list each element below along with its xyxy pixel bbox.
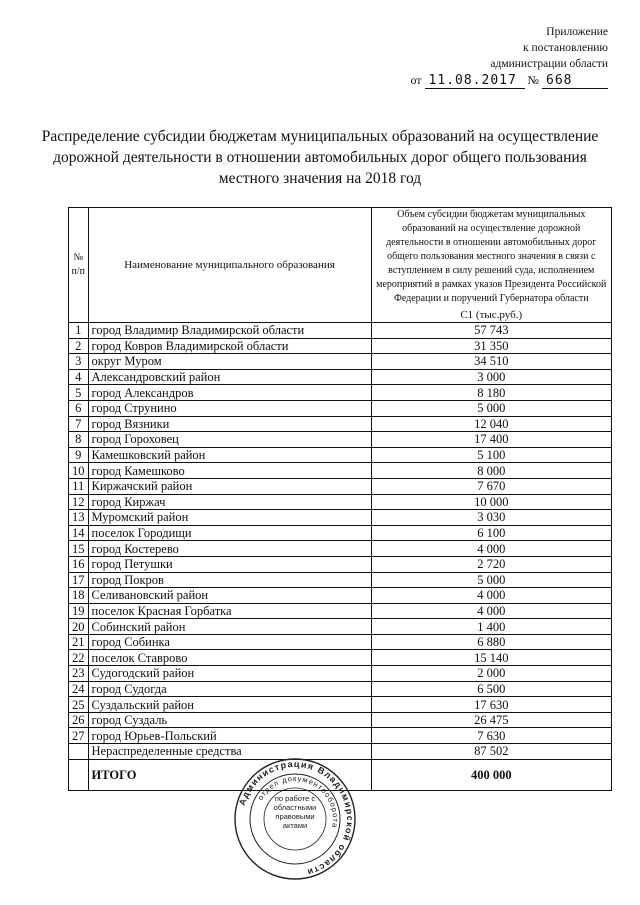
stamp-center-text: по работе с областными правовыми актами	[273, 794, 317, 830]
document-title	[40, 126, 600, 189]
table-row	[69, 712, 612, 728]
row-amount: 2 720	[371, 556, 612, 572]
table-row	[69, 556, 612, 572]
row-amount: 15 140	[371, 650, 612, 666]
row-number: 12	[69, 494, 89, 510]
official-stamp	[232, 756, 358, 882]
table-row	[69, 385, 612, 401]
row-name: город Костерево	[88, 541, 371, 557]
total-amount: 400 000	[371, 759, 612, 790]
row-name: округ Муром	[88, 354, 371, 370]
row-amount: 31 350	[371, 338, 612, 354]
row-name: поселок Красная Горбатка	[88, 603, 371, 619]
table-row	[69, 650, 612, 666]
row-name: Нераспределенные средства	[88, 744, 371, 760]
row-number: 7	[69, 416, 89, 432]
row-name: город Александров	[88, 385, 371, 401]
title-line-1: Распределение субсидии бюджетам муниципальных образований на осуществление	[41, 128, 599, 145]
row-amount: 1 400	[371, 619, 612, 635]
total-number-cell	[69, 759, 89, 790]
row-number: 14	[69, 525, 89, 541]
resolution-number: 668	[542, 74, 608, 89]
row-name: Селивановский район	[88, 588, 371, 604]
row-name: город Суздаль	[88, 712, 371, 728]
row-amount: 87 502	[371, 744, 612, 760]
table-row	[69, 416, 612, 432]
table-row	[69, 619, 612, 635]
table-row	[69, 510, 612, 526]
subsidy-table	[68, 207, 612, 791]
row-number: 17	[69, 572, 89, 588]
stamp-inner-text: отдел документооборота	[255, 773, 341, 829]
table-row	[69, 369, 612, 385]
table-row	[69, 338, 612, 354]
row-amount: 7 630	[371, 728, 612, 744]
row-name: город Струнино	[88, 400, 371, 416]
row-amount: 8 000	[371, 463, 612, 479]
appendix-line-3: администрации области	[490, 58, 608, 70]
row-name: город Вязники	[88, 416, 371, 432]
row-name: город Петушки	[88, 556, 371, 572]
row-amount: 4 000	[371, 588, 612, 604]
row-amount: 4 000	[371, 541, 612, 557]
row-amount: 5 000	[371, 572, 612, 588]
row-number: 11	[69, 478, 89, 494]
row-amount: 26 475	[371, 712, 612, 728]
table-row	[69, 447, 612, 463]
appendix-block	[410, 24, 608, 89]
table-header-row	[69, 208, 612, 323]
appendix-line-2: к постановлению	[523, 42, 608, 54]
row-number: 19	[69, 603, 89, 619]
row-number: 26	[69, 712, 89, 728]
row-number: 21	[69, 634, 89, 650]
row-number: 5	[69, 385, 89, 401]
appendix-dateline	[410, 72, 608, 89]
table-row	[69, 400, 612, 416]
row-name: Муромский район	[88, 510, 371, 526]
table-row	[69, 494, 612, 510]
row-number: 16	[69, 556, 89, 572]
row-name: город Киржач	[88, 494, 371, 510]
row-amount: 5 000	[371, 400, 612, 416]
row-name: город Гороховец	[88, 432, 371, 448]
row-name: Киржачский район	[88, 478, 371, 494]
table-row	[69, 634, 612, 650]
table-row	[69, 697, 612, 713]
row-name: город Покров	[88, 572, 371, 588]
from-label: от	[410, 73, 422, 87]
header-name: Наименование муниципального образования	[88, 208, 371, 323]
row-name: Собинский район	[88, 619, 371, 635]
row-amount: 3 000	[371, 369, 612, 385]
row-number: 1	[69, 323, 89, 339]
row-amount: 8 180	[371, 385, 612, 401]
row-name: Судогодский район	[88, 666, 371, 682]
table-row	[69, 478, 612, 494]
row-number: 24	[69, 681, 89, 697]
row-name: поселок Ставрово	[88, 650, 371, 666]
row-name: Суздальский район	[88, 697, 371, 713]
row-amount: 17 630	[371, 697, 612, 713]
row-amount: 10 000	[371, 494, 612, 510]
row-name: город Камешково	[88, 463, 371, 479]
number-label: №	[527, 73, 539, 87]
row-number: 15	[69, 541, 89, 557]
row-number: 8	[69, 432, 89, 448]
row-amount: 17 400	[371, 432, 612, 448]
appendix-line-1: Приложение	[546, 26, 608, 38]
row-amount: 6 100	[371, 525, 612, 541]
row-name: Камешковский район	[88, 447, 371, 463]
row-amount: 6 880	[371, 634, 612, 650]
row-amount: 2 000	[371, 666, 612, 682]
table-row	[69, 666, 612, 682]
row-number: 6	[69, 400, 89, 416]
table-body	[69, 323, 612, 791]
row-number: 27	[69, 728, 89, 744]
row-number: 20	[69, 619, 89, 635]
row-amount: 4 000	[371, 603, 612, 619]
row-name: Александровский район	[88, 369, 371, 385]
row-name: город Владимир Владимирской области	[88, 323, 371, 339]
row-name: поселок Городищи	[88, 525, 371, 541]
table-row	[69, 603, 612, 619]
row-amount: 7 670	[371, 478, 612, 494]
row-number: 25	[69, 697, 89, 713]
table-row	[69, 323, 612, 339]
table-row	[69, 463, 612, 479]
row-number: 10	[69, 463, 89, 479]
header-amount-text: Объем субсидии бюджетам муниципальных образований на осуществление дорожной деятельности в отношении автомобильных дорог общего пользования местного значения в связи с вступлением в силу решений суда, исполнением мероприятий в рамках указов Президента Российской Федерации и поручений Губернатора области	[376, 209, 607, 304]
row-name: город Юрьев-Польский	[88, 728, 371, 744]
row-number: 4	[69, 369, 89, 385]
row-name: город Ковров Владимирской области	[88, 338, 371, 354]
header-number: № п/п	[69, 208, 89, 323]
row-number	[69, 744, 89, 760]
row-amount: 6 500	[371, 681, 612, 697]
row-number: 18	[69, 588, 89, 604]
table-row	[69, 588, 612, 604]
stamp-outer-text: Администрация Владимирской области	[236, 758, 356, 878]
title-line-3: местного значения на 2018 год	[218, 170, 422, 187]
table-row	[69, 681, 612, 697]
row-amount: 34 510	[371, 354, 612, 370]
row-amount: 5 100	[371, 447, 612, 463]
row-name: город Судогда	[88, 681, 371, 697]
row-amount: 3 030	[371, 510, 612, 526]
row-number: 23	[69, 666, 89, 682]
table-row	[69, 572, 612, 588]
row-number: 2	[69, 338, 89, 354]
resolution-date: 11.08.2017	[425, 74, 525, 89]
total-label: ИТОГО	[88, 759, 371, 790]
row-number: 3	[69, 354, 89, 370]
table-row	[69, 541, 612, 557]
table-row	[69, 728, 612, 744]
header-amount	[371, 208, 612, 323]
row-number: 13	[69, 510, 89, 526]
header-amount-unit: С1 (тыс.руб.)	[460, 309, 523, 321]
row-number: 9	[69, 447, 89, 463]
row-amount: 12 040	[371, 416, 612, 432]
row-amount: 57 743	[371, 323, 612, 339]
title-line-2: дорожной деятельности в отношении автомобильных дорог общего пользования	[53, 149, 587, 166]
row-name: город Собинка	[88, 634, 371, 650]
table-row	[69, 432, 612, 448]
row-number: 22	[69, 650, 89, 666]
table-row	[69, 354, 612, 370]
table-row	[69, 525, 612, 541]
